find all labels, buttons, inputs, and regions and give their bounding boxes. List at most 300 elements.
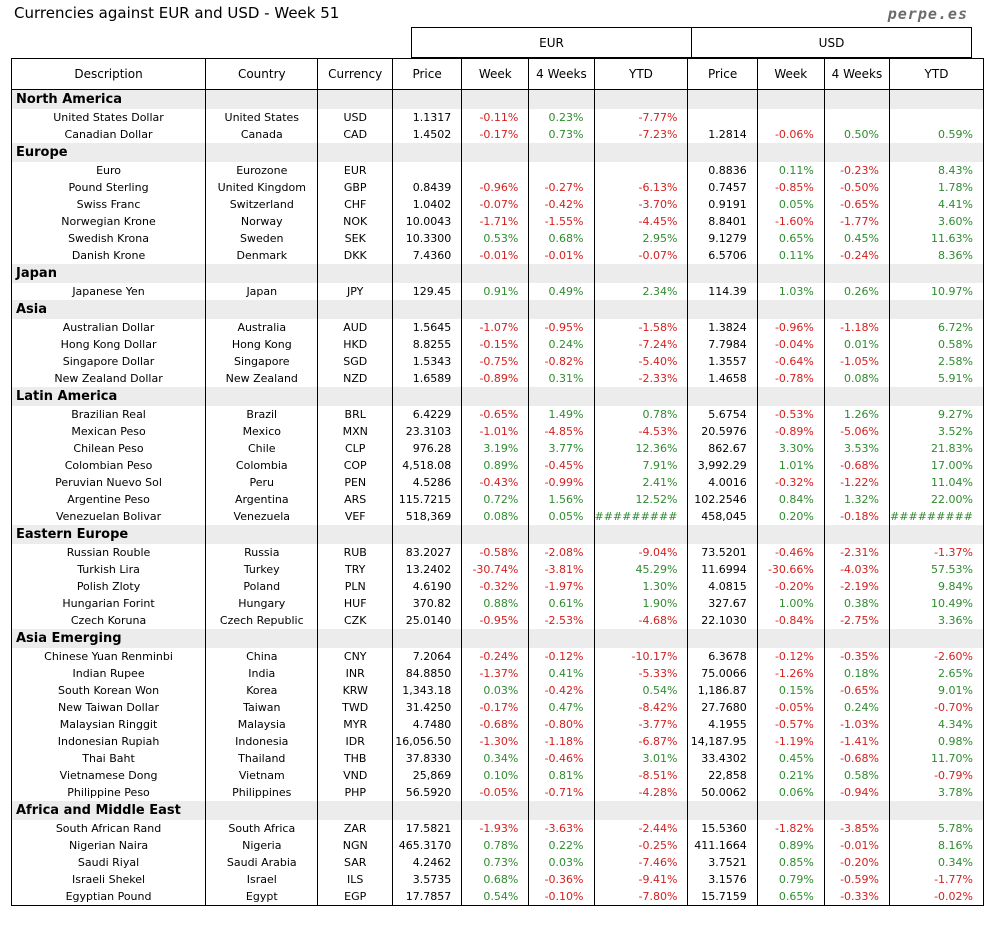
cell-usd-week: -0.84% bbox=[757, 612, 824, 629]
table-row bbox=[12, 440, 984, 457]
cell-currency: SAR bbox=[318, 854, 392, 871]
cell-usd-ytd: 0.34% bbox=[890, 854, 984, 871]
cell-country: South Africa bbox=[206, 820, 318, 837]
cell-eur-ytd: 3.01% bbox=[594, 750, 688, 767]
section-empty-cell bbox=[462, 801, 529, 820]
cell-description: Indian Rupee bbox=[12, 665, 206, 682]
cell-eur-4weeks: 0.05% bbox=[529, 508, 594, 525]
cell-usd-4weeks: -0.94% bbox=[824, 784, 889, 801]
section-empty-cell bbox=[688, 801, 757, 820]
cell-eur-week: -0.15% bbox=[462, 336, 529, 353]
section-empty-cell bbox=[206, 300, 318, 319]
cell-eur-week: -0.65% bbox=[462, 406, 529, 423]
cell-description: Hungarian Forint bbox=[12, 595, 206, 612]
cell-usd-4weeks: -0.65% bbox=[824, 682, 889, 699]
cell-usd-price: 1.2814 bbox=[688, 126, 757, 143]
cell-description: Japanese Yen bbox=[12, 283, 206, 300]
cell-currency: EUR bbox=[318, 162, 392, 179]
cell-usd-week: 0.11% bbox=[757, 247, 824, 264]
cell-description: Hong Kong Dollar bbox=[12, 336, 206, 353]
section-title: Asia bbox=[12, 300, 206, 319]
cell-usd-price: 50.0062 bbox=[688, 784, 757, 801]
cell-eur-4weeks: -0.45% bbox=[529, 457, 594, 474]
cell-description: Canadian Dollar bbox=[12, 126, 206, 143]
group-header-eur: EUR bbox=[412, 28, 692, 58]
cell-usd-4weeks: -2.75% bbox=[824, 612, 889, 629]
cell-eur-ytd: -7.77% bbox=[594, 109, 688, 126]
table-row bbox=[12, 665, 984, 682]
cell-country: Eurozone bbox=[206, 162, 318, 179]
section-header bbox=[12, 387, 984, 406]
cell-eur-4weeks: 0.31% bbox=[529, 370, 594, 387]
cell-eur-ytd: -3.77% bbox=[594, 716, 688, 733]
cell-eur-price bbox=[392, 162, 461, 179]
cell-usd-week: -0.12% bbox=[757, 648, 824, 665]
cell-eur-ytd: 45.29% bbox=[594, 561, 688, 578]
cell-eur-ytd: 0.54% bbox=[594, 682, 688, 699]
table-row bbox=[12, 612, 984, 629]
cell-usd-week: -0.96% bbox=[757, 319, 824, 336]
cell-currency: GBP bbox=[318, 179, 392, 196]
cell-eur-week: -0.89% bbox=[462, 370, 529, 387]
cell-country: Thailand bbox=[206, 750, 318, 767]
cell-usd-4weeks: -0.68% bbox=[824, 750, 889, 767]
cell-usd-4weeks: 0.50% bbox=[824, 126, 889, 143]
cell-usd-week: -0.53% bbox=[757, 406, 824, 423]
cell-usd-price: 0.8836 bbox=[688, 162, 757, 179]
cell-usd-4weeks: -0.65% bbox=[824, 196, 889, 213]
cell-currency: IDR bbox=[318, 733, 392, 750]
cell-currency: NZD bbox=[318, 370, 392, 387]
table-row bbox=[12, 213, 984, 230]
cell-eur-4weeks: 0.49% bbox=[529, 283, 594, 300]
cell-eur-4weeks: -0.82% bbox=[529, 353, 594, 370]
cell-currency: AUD bbox=[318, 319, 392, 336]
cell-usd-4weeks: -0.23% bbox=[824, 162, 889, 179]
cell-usd-ytd: 10.49% bbox=[890, 595, 984, 612]
group-header-usd: USD bbox=[692, 28, 972, 58]
section-empty-cell bbox=[688, 629, 757, 648]
cell-eur-ytd: 12.52% bbox=[594, 491, 688, 508]
cell-eur-ytd: -5.40% bbox=[594, 353, 688, 370]
cell-country: Sweden bbox=[206, 230, 318, 247]
cell-eur-ytd: -0.07% bbox=[594, 247, 688, 264]
table-row bbox=[12, 837, 984, 854]
section-empty-cell bbox=[206, 90, 318, 110]
cell-description: Israeli Shekel bbox=[12, 871, 206, 888]
cell-usd-4weeks: 0.18% bbox=[824, 665, 889, 682]
cell-usd-ytd: 8.16% bbox=[890, 837, 984, 854]
cell-country: Vietnam bbox=[206, 767, 318, 784]
cell-usd-price: 8.8401 bbox=[688, 213, 757, 230]
cell-eur-4weeks: 0.23% bbox=[529, 109, 594, 126]
cell-usd-4weeks: 0.38% bbox=[824, 595, 889, 612]
section-empty-cell bbox=[757, 801, 824, 820]
cell-country: China bbox=[206, 648, 318, 665]
cell-eur-4weeks: -0.71% bbox=[529, 784, 594, 801]
cell-country: Korea bbox=[206, 682, 318, 699]
cell-country: Canada bbox=[206, 126, 318, 143]
cell-eur-4weeks: -0.12% bbox=[529, 648, 594, 665]
section-empty-cell bbox=[594, 629, 688, 648]
cell-eur-week: -0.07% bbox=[462, 196, 529, 213]
table-row bbox=[12, 544, 984, 561]
section-empty-cell bbox=[890, 629, 984, 648]
cell-eur-week: -1.07% bbox=[462, 319, 529, 336]
cell-description: Czech Koruna bbox=[12, 612, 206, 629]
cell-eur-4weeks: 0.73% bbox=[529, 126, 594, 143]
cell-eur-week: 0.03% bbox=[462, 682, 529, 699]
cell-eur-ytd: -8.51% bbox=[594, 767, 688, 784]
cell-usd-ytd: 10.97% bbox=[890, 283, 984, 300]
cell-usd-ytd: 3.52% bbox=[890, 423, 984, 440]
section-title: Japan bbox=[12, 264, 206, 283]
cell-currency: VND bbox=[318, 767, 392, 784]
table-row bbox=[12, 699, 984, 716]
cell-eur-4weeks: 0.81% bbox=[529, 767, 594, 784]
cell-usd-week: -0.89% bbox=[757, 423, 824, 440]
cell-description: Thai Baht bbox=[12, 750, 206, 767]
section-empty-cell bbox=[392, 143, 461, 162]
cell-usd-price: 3.7521 bbox=[688, 854, 757, 871]
cell-eur-4weeks: -0.46% bbox=[529, 750, 594, 767]
cell-usd-week: 0.11% bbox=[757, 162, 824, 179]
table-row bbox=[12, 888, 984, 906]
cell-eur-4weeks: -3.81% bbox=[529, 561, 594, 578]
cell-currency: COP bbox=[318, 457, 392, 474]
cell-usd-price: 4.0815 bbox=[688, 578, 757, 595]
cell-eur-price: 115.7215 bbox=[392, 491, 461, 508]
cell-usd-week: 0.84% bbox=[757, 491, 824, 508]
cell-currency: SGD bbox=[318, 353, 392, 370]
cell-currency: VEF bbox=[318, 508, 392, 525]
column-header-row bbox=[12, 59, 984, 90]
cell-eur-ytd: -9.04% bbox=[594, 544, 688, 561]
section-empty-cell bbox=[392, 90, 461, 110]
table-row bbox=[12, 648, 984, 665]
cell-usd-price: 4.0016 bbox=[688, 474, 757, 491]
cell-usd-ytd: -0.79% bbox=[890, 767, 984, 784]
cell-usd-ytd: -1.37% bbox=[890, 544, 984, 561]
cell-eur-ytd: 1.30% bbox=[594, 578, 688, 595]
cell-description: United States Dollar bbox=[12, 109, 206, 126]
cell-eur-ytd: 2.34% bbox=[594, 283, 688, 300]
cell-description: South African Rand bbox=[12, 820, 206, 837]
cell-usd-price: 14,187.95 bbox=[688, 733, 757, 750]
cell-currency: PHP bbox=[318, 784, 392, 801]
cell-usd-week: -0.04% bbox=[757, 336, 824, 353]
cell-eur-week: 0.91% bbox=[462, 283, 529, 300]
cell-usd-4weeks: -0.18% bbox=[824, 508, 889, 525]
cell-eur-price: 7.4360 bbox=[392, 247, 461, 264]
section-empty-cell bbox=[594, 300, 688, 319]
cell-description: Philippine Peso bbox=[12, 784, 206, 801]
cell-usd-price: 6.3678 bbox=[688, 648, 757, 665]
cell-eur-4weeks: -4.85% bbox=[529, 423, 594, 440]
cell-eur-price: 4.5286 bbox=[392, 474, 461, 491]
cell-description: Colombian Peso bbox=[12, 457, 206, 474]
cell-currency: USD bbox=[318, 109, 392, 126]
cell-eur-price: 16,056.50 bbox=[392, 733, 461, 750]
cell-usd-week: -0.64% bbox=[757, 353, 824, 370]
col-header-description: Description bbox=[12, 59, 206, 90]
cell-usd-4weeks: 0.58% bbox=[824, 767, 889, 784]
cell-usd-week: -1.26% bbox=[757, 665, 824, 682]
cell-usd-price: 9.1279 bbox=[688, 230, 757, 247]
cell-country: Venezuela bbox=[206, 508, 318, 525]
cell-currency: THB bbox=[318, 750, 392, 767]
section-empty-cell bbox=[890, 801, 984, 820]
cell-eur-ytd: -7.23% bbox=[594, 126, 688, 143]
cell-usd-price: 1.3557 bbox=[688, 353, 757, 370]
cell-description: Euro bbox=[12, 162, 206, 179]
cell-description: South Korean Won bbox=[12, 682, 206, 699]
section-empty-cell bbox=[688, 264, 757, 283]
section-empty-cell bbox=[206, 629, 318, 648]
cell-usd-week: 1.00% bbox=[757, 595, 824, 612]
cell-usd-price: 11.6994 bbox=[688, 561, 757, 578]
cell-usd-4weeks: 1.26% bbox=[824, 406, 889, 423]
cell-usd-ytd: 17.00% bbox=[890, 457, 984, 474]
cell-country: United Kingdom bbox=[206, 179, 318, 196]
section-empty-cell bbox=[757, 387, 824, 406]
section-header bbox=[12, 90, 984, 110]
cell-usd-4weeks: -0.68% bbox=[824, 457, 889, 474]
cell-eur-price: 17.5821 bbox=[392, 820, 461, 837]
cell-country: Saudi Arabia bbox=[206, 854, 318, 871]
cell-eur-week: -0.24% bbox=[462, 648, 529, 665]
table-row bbox=[12, 336, 984, 353]
cell-usd-week: 0.21% bbox=[757, 767, 824, 784]
cell-eur-4weeks: 1.56% bbox=[529, 491, 594, 508]
cell-eur-4weeks bbox=[529, 162, 594, 179]
cell-eur-week: 0.88% bbox=[462, 595, 529, 612]
cell-eur-ytd: -7.46% bbox=[594, 854, 688, 871]
cell-usd-price: 6.5706 bbox=[688, 247, 757, 264]
section-empty-cell bbox=[757, 90, 824, 110]
cell-country: Egypt bbox=[206, 888, 318, 906]
cell-usd-price: 7.7984 bbox=[688, 336, 757, 353]
cell-currency: CAD bbox=[318, 126, 392, 143]
section-empty-cell bbox=[890, 387, 984, 406]
cell-eur-4weeks: 0.61% bbox=[529, 595, 594, 612]
cell-eur-price: 1.5645 bbox=[392, 319, 461, 336]
cell-usd-4weeks: -0.01% bbox=[824, 837, 889, 854]
col-header-usd-price: Price bbox=[688, 59, 757, 90]
cell-usd-ytd: -2.60% bbox=[890, 648, 984, 665]
cell-usd-4weeks: 0.01% bbox=[824, 336, 889, 353]
col-header-currency: Currency bbox=[318, 59, 392, 90]
section-empty-cell bbox=[688, 300, 757, 319]
cell-description: Norwegian Krone bbox=[12, 213, 206, 230]
cell-currency: SEK bbox=[318, 230, 392, 247]
cell-usd-ytd: 4.34% bbox=[890, 716, 984, 733]
cell-usd-ytd: -0.70% bbox=[890, 699, 984, 716]
cell-eur-4weeks: -2.53% bbox=[529, 612, 594, 629]
cell-eur-4weeks: -2.08% bbox=[529, 544, 594, 561]
cell-usd-ytd: 9.84% bbox=[890, 578, 984, 595]
section-empty-cell bbox=[890, 525, 984, 544]
section-empty-cell bbox=[462, 300, 529, 319]
cell-eur-4weeks: -1.97% bbox=[529, 578, 594, 595]
cell-description: Nigerian Naira bbox=[12, 837, 206, 854]
cell-country: India bbox=[206, 665, 318, 682]
cell-country: Nigeria bbox=[206, 837, 318, 854]
cell-eur-ytd: -2.44% bbox=[594, 820, 688, 837]
cell-currency: MXN bbox=[318, 423, 392, 440]
cell-description: Swiss Franc bbox=[12, 196, 206, 213]
cell-country: Turkey bbox=[206, 561, 318, 578]
section-title: Asia Emerging bbox=[12, 629, 206, 648]
cell-eur-week: -0.43% bbox=[462, 474, 529, 491]
cell-eur-week: -0.17% bbox=[462, 126, 529, 143]
section-header bbox=[12, 264, 984, 283]
cell-country: United States bbox=[206, 109, 318, 126]
cell-usd-week: -0.32% bbox=[757, 474, 824, 491]
section-empty-cell bbox=[890, 90, 984, 110]
cell-usd-4weeks: 0.45% bbox=[824, 230, 889, 247]
table-row bbox=[12, 179, 984, 196]
cell-eur-price: 4.2462 bbox=[392, 854, 461, 871]
cell-eur-week bbox=[462, 162, 529, 179]
cell-usd-week: -0.06% bbox=[757, 126, 824, 143]
cell-country: Colombia bbox=[206, 457, 318, 474]
cell-eur-4weeks: 1.49% bbox=[529, 406, 594, 423]
cell-usd-week: 1.03% bbox=[757, 283, 824, 300]
cell-currency: INR bbox=[318, 665, 392, 682]
cell-eur-price: 4.6190 bbox=[392, 578, 461, 595]
section-empty-cell bbox=[824, 387, 889, 406]
table-row bbox=[12, 406, 984, 423]
cell-eur-4weeks: -0.01% bbox=[529, 247, 594, 264]
cell-eur-price: 83.2027 bbox=[392, 544, 461, 561]
col-header-eur-price: Price bbox=[392, 59, 461, 90]
cell-eur-price: 1.1317 bbox=[392, 109, 461, 126]
cell-eur-ytd: 12.36% bbox=[594, 440, 688, 457]
cell-eur-4weeks: -0.27% bbox=[529, 179, 594, 196]
cell-usd-week: 0.79% bbox=[757, 871, 824, 888]
section-empty-cell bbox=[206, 801, 318, 820]
cell-currency: CZK bbox=[318, 612, 392, 629]
cell-currency: BRL bbox=[318, 406, 392, 423]
cell-usd-ytd: 2.65% bbox=[890, 665, 984, 682]
section-empty-cell bbox=[529, 90, 594, 110]
cell-usd-price: 5.6754 bbox=[688, 406, 757, 423]
cell-eur-week: -1.71% bbox=[462, 213, 529, 230]
cell-country: Indonesia bbox=[206, 733, 318, 750]
cell-usd-ytd: -0.02% bbox=[890, 888, 984, 906]
cell-usd-4weeks: -0.50% bbox=[824, 179, 889, 196]
section-empty-cell bbox=[206, 143, 318, 162]
cell-currency: TWD bbox=[318, 699, 392, 716]
cell-usd-week: 0.06% bbox=[757, 784, 824, 801]
section-empty-cell bbox=[594, 90, 688, 110]
cell-description: Saudi Riyal bbox=[12, 854, 206, 871]
cell-usd-week: 0.05% bbox=[757, 196, 824, 213]
col-header-country: Country bbox=[206, 59, 318, 90]
cell-usd-price: 0.9191 bbox=[688, 196, 757, 213]
section-empty-cell bbox=[462, 525, 529, 544]
section-empty-cell bbox=[529, 387, 594, 406]
cell-usd-4weeks: -1.03% bbox=[824, 716, 889, 733]
cell-currency: PEN bbox=[318, 474, 392, 491]
cell-currency: CNY bbox=[318, 648, 392, 665]
cell-eur-week: 0.34% bbox=[462, 750, 529, 767]
cell-eur-price: 25,869 bbox=[392, 767, 461, 784]
section-empty-cell bbox=[594, 143, 688, 162]
cell-eur-price: 56.5920 bbox=[392, 784, 461, 801]
section-empty-cell bbox=[318, 143, 392, 162]
section-empty-cell bbox=[824, 801, 889, 820]
cell-country: Taiwan bbox=[206, 699, 318, 716]
cell-description: Pound Sterling bbox=[12, 179, 206, 196]
cell-usd-week: -30.66% bbox=[757, 561, 824, 578]
section-empty-cell bbox=[318, 300, 392, 319]
cell-usd-price: 458,045 bbox=[688, 508, 757, 525]
col-header-eur-week: Week bbox=[462, 59, 529, 90]
cell-eur-price: 8.8255 bbox=[392, 336, 461, 353]
section-empty-cell bbox=[824, 264, 889, 283]
table-row bbox=[12, 595, 984, 612]
cell-usd-ytd: 3.60% bbox=[890, 213, 984, 230]
section-empty-cell bbox=[462, 143, 529, 162]
table-row bbox=[12, 682, 984, 699]
cell-eur-ytd: -6.13% bbox=[594, 179, 688, 196]
cell-eur-ytd: -2.33% bbox=[594, 370, 688, 387]
table-row bbox=[12, 162, 984, 179]
col-header-usd-week: Week bbox=[757, 59, 824, 90]
cell-currency: RUB bbox=[318, 544, 392, 561]
cell-usd-ytd: 5.78% bbox=[890, 820, 984, 837]
cell-usd-week: 0.85% bbox=[757, 854, 824, 871]
cell-country: Norway bbox=[206, 213, 318, 230]
cell-currency: PLN bbox=[318, 578, 392, 595]
section-empty-cell bbox=[318, 387, 392, 406]
cell-country: Poland bbox=[206, 578, 318, 595]
cell-country: Hong Kong bbox=[206, 336, 318, 353]
cell-eur-price: 976.28 bbox=[392, 440, 461, 457]
cell-eur-price: 1.0402 bbox=[392, 196, 461, 213]
cell-usd-4weeks: -0.20% bbox=[824, 854, 889, 871]
cell-eur-price: 518,369 bbox=[392, 508, 461, 525]
cell-usd-4weeks: -1.18% bbox=[824, 319, 889, 336]
cell-eur-ytd: -6.87% bbox=[594, 733, 688, 750]
section-title: North America bbox=[12, 90, 206, 110]
cell-eur-4weeks: -0.99% bbox=[529, 474, 594, 491]
cell-eur-week: -0.05% bbox=[462, 784, 529, 801]
cell-usd-price: 411.1664 bbox=[688, 837, 757, 854]
table-row bbox=[12, 733, 984, 750]
cell-country: Israel bbox=[206, 871, 318, 888]
section-title: Africa and Middle East bbox=[12, 801, 206, 820]
table-body bbox=[12, 90, 984, 906]
cell-description: New Zealand Dollar bbox=[12, 370, 206, 387]
cell-eur-week: -0.75% bbox=[462, 353, 529, 370]
table-row bbox=[12, 784, 984, 801]
cell-usd-ytd: 11.63% bbox=[890, 230, 984, 247]
cell-currency: TRY bbox=[318, 561, 392, 578]
cell-eur-week: 3.19% bbox=[462, 440, 529, 457]
cell-description: Argentine Peso bbox=[12, 491, 206, 508]
cell-usd-ytd: 21.83% bbox=[890, 440, 984, 457]
cell-usd-price: 1.4658 bbox=[688, 370, 757, 387]
cell-usd-week: -0.57% bbox=[757, 716, 824, 733]
cell-eur-week: -0.01% bbox=[462, 247, 529, 264]
cell-country: Philippines bbox=[206, 784, 318, 801]
cell-eur-ytd: -5.33% bbox=[594, 665, 688, 682]
cell-usd-week: 0.65% bbox=[757, 888, 824, 906]
table-row bbox=[12, 126, 984, 143]
